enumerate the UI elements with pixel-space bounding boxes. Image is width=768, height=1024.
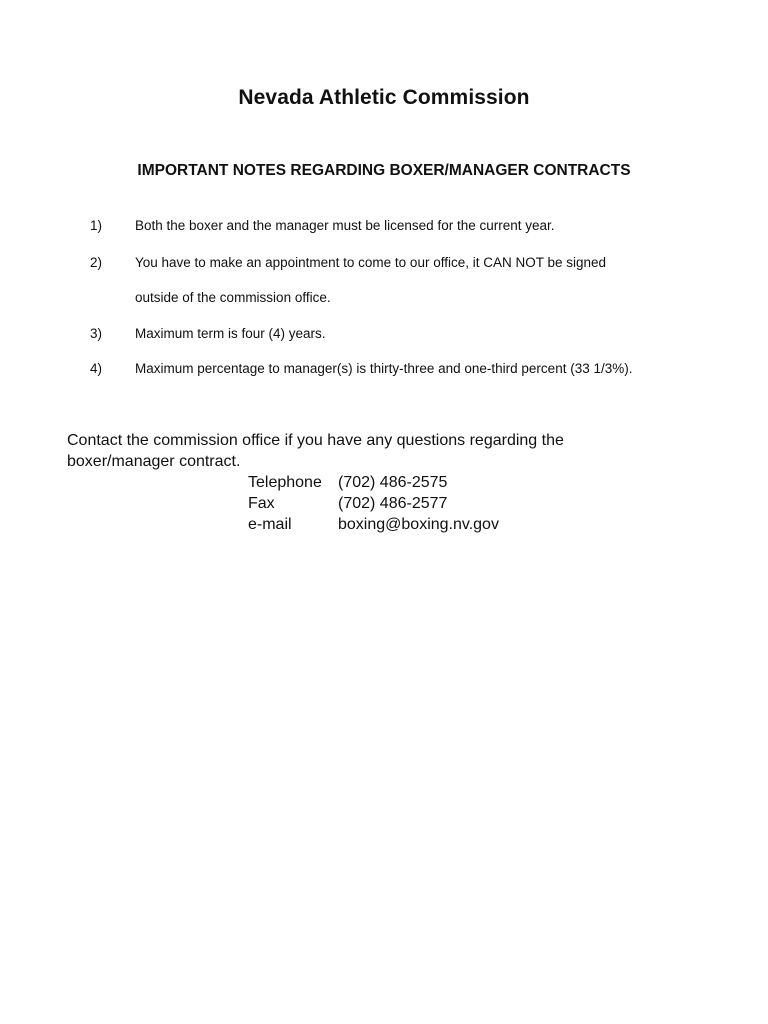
note-text: outside of the commission office.	[135, 290, 331, 305]
contact-fax	[248, 493, 447, 514]
document-subtitle: IMPORTANT NOTES REGARDING BOXER/MANAGER CONTRACTS	[137, 162, 631, 179]
document-title: Nevada Athletic Commission	[238, 86, 530, 109]
contact-paragraph	[67, 430, 564, 472]
fax-label: Fax	[248, 495, 275, 512]
note-number: 4)	[90, 361, 103, 376]
contact-text-line: boxer/manager contract.	[67, 453, 241, 470]
note-text: Maximum percentage to manager(s) is thirty-three and one-third percent (33 1/3%).	[135, 361, 633, 376]
note-number: 1)	[90, 218, 103, 233]
email-value: boxing@boxing.nv.gov	[338, 516, 499, 533]
note-number: 2)	[90, 255, 103, 270]
contact-telephone	[248, 472, 447, 493]
telephone-value: (702) 486-2575	[338, 474, 448, 491]
fax-value: (702) 486-2577	[338, 495, 448, 512]
telephone-label: Telephone	[248, 474, 322, 491]
contact-text-line: Contact the commission office if you have any questions regarding the	[67, 432, 564, 449]
note-text: Both the boxer and the manager must be licensed for the current year.	[135, 218, 555, 233]
note-text: You have to make an appointment to come to our office, it CAN NOT be signed	[135, 255, 607, 270]
note-number: 3)	[90, 326, 103, 341]
email-label: e-mail	[248, 516, 292, 533]
contact-email	[248, 514, 499, 535]
note-text: Maximum term is four (4) years.	[135, 326, 326, 341]
